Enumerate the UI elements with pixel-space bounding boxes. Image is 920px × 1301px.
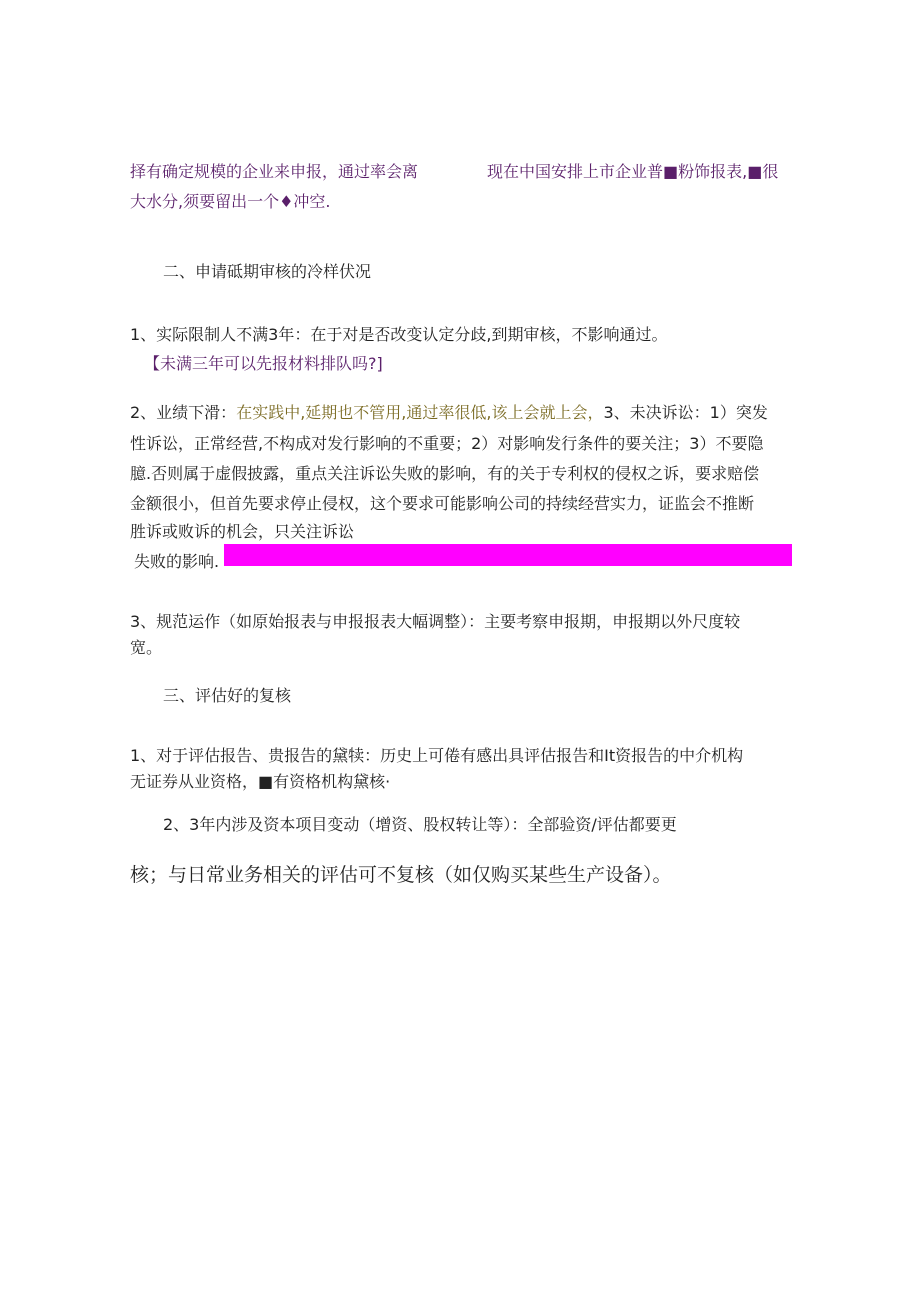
magenta-highlight-bar <box>224 544 792 566</box>
intro-line1-left: 择有确定规模的企业来申报，通过率会离 <box>130 162 419 181</box>
intro-line2: 大水分,须要留出一个♦冲空. <box>130 192 331 211</box>
section2-item3-line1: 3、规范运作（如原始报表与申报报表大幅调整）：主要考察申报期，申报期以外尺度较 <box>130 612 741 631</box>
section2-item2-prefix: 2、业绩下滑： <box>130 403 237 422</box>
section3-item1-line2: 无证券从业资格，■有资格机构黛核· <box>130 772 391 791</box>
section2-item1-question: 【未满三年可以先报材料排队吗?] <box>144 354 383 373</box>
section2-item2-line6: 失败的影响. <box>134 552 220 571</box>
section3-item1-line1: 1、对于评估报告、贵报告的黛犊：历史上可倦有感出具评估报告和It资报告的中介机构 <box>130 746 744 765</box>
section2-heading: 二、申请砥期审核的冷样伏况 <box>163 262 372 281</box>
section2-item1-text: 1、实际限制人不满3年：在于对是否改变认定分歧,到期审核，不影响通过。 <box>130 325 668 344</box>
section2-item2-highlight: 在实践中,延期也不管用,通过率很低,该上会就上会， <box>236 403 604 422</box>
section3-item2-line1: 2、3年内涉及资本项目变动（增资、股权转让等）：全部验资/评估都要更 <box>163 815 677 834</box>
section2-item2-line1 <box>130 403 768 423</box>
section3-item2-line2: 核；与日常业务相关的评估可不复核（如仅购买某些生产设备）。 <box>130 864 672 886</box>
section2-item2-line4: 金额很小，但首先要求停止侵权，这个要求可能影响公司的持续经营实力，证监会不推断 <box>130 494 755 513</box>
section2-item2-line3: 臆.否则属于虚假披露，重点关注诉讼失败的影响，有的关于专利权的侵权之诉，要求赔偿 <box>130 464 760 483</box>
section2-item2-line5: 胜诉或败诉的机会，只关注诉讼 <box>130 522 355 541</box>
section2-item2-suffix: 3、未决诉讼：1）突发 <box>603 403 768 422</box>
section3-heading: 三、评估好的复核 <box>163 686 292 705</box>
section2-item2-line2: 性诉讼，正常经营,不构成对发行影响的不重要；2）对影响发行条件的要关注；3）不要隐 <box>130 434 764 453</box>
intro-line1-right: 现在中国安排上市企业普■粉饰报表,■很 <box>487 162 779 181</box>
section2-item3-line2: 宽。 <box>130 638 163 657</box>
